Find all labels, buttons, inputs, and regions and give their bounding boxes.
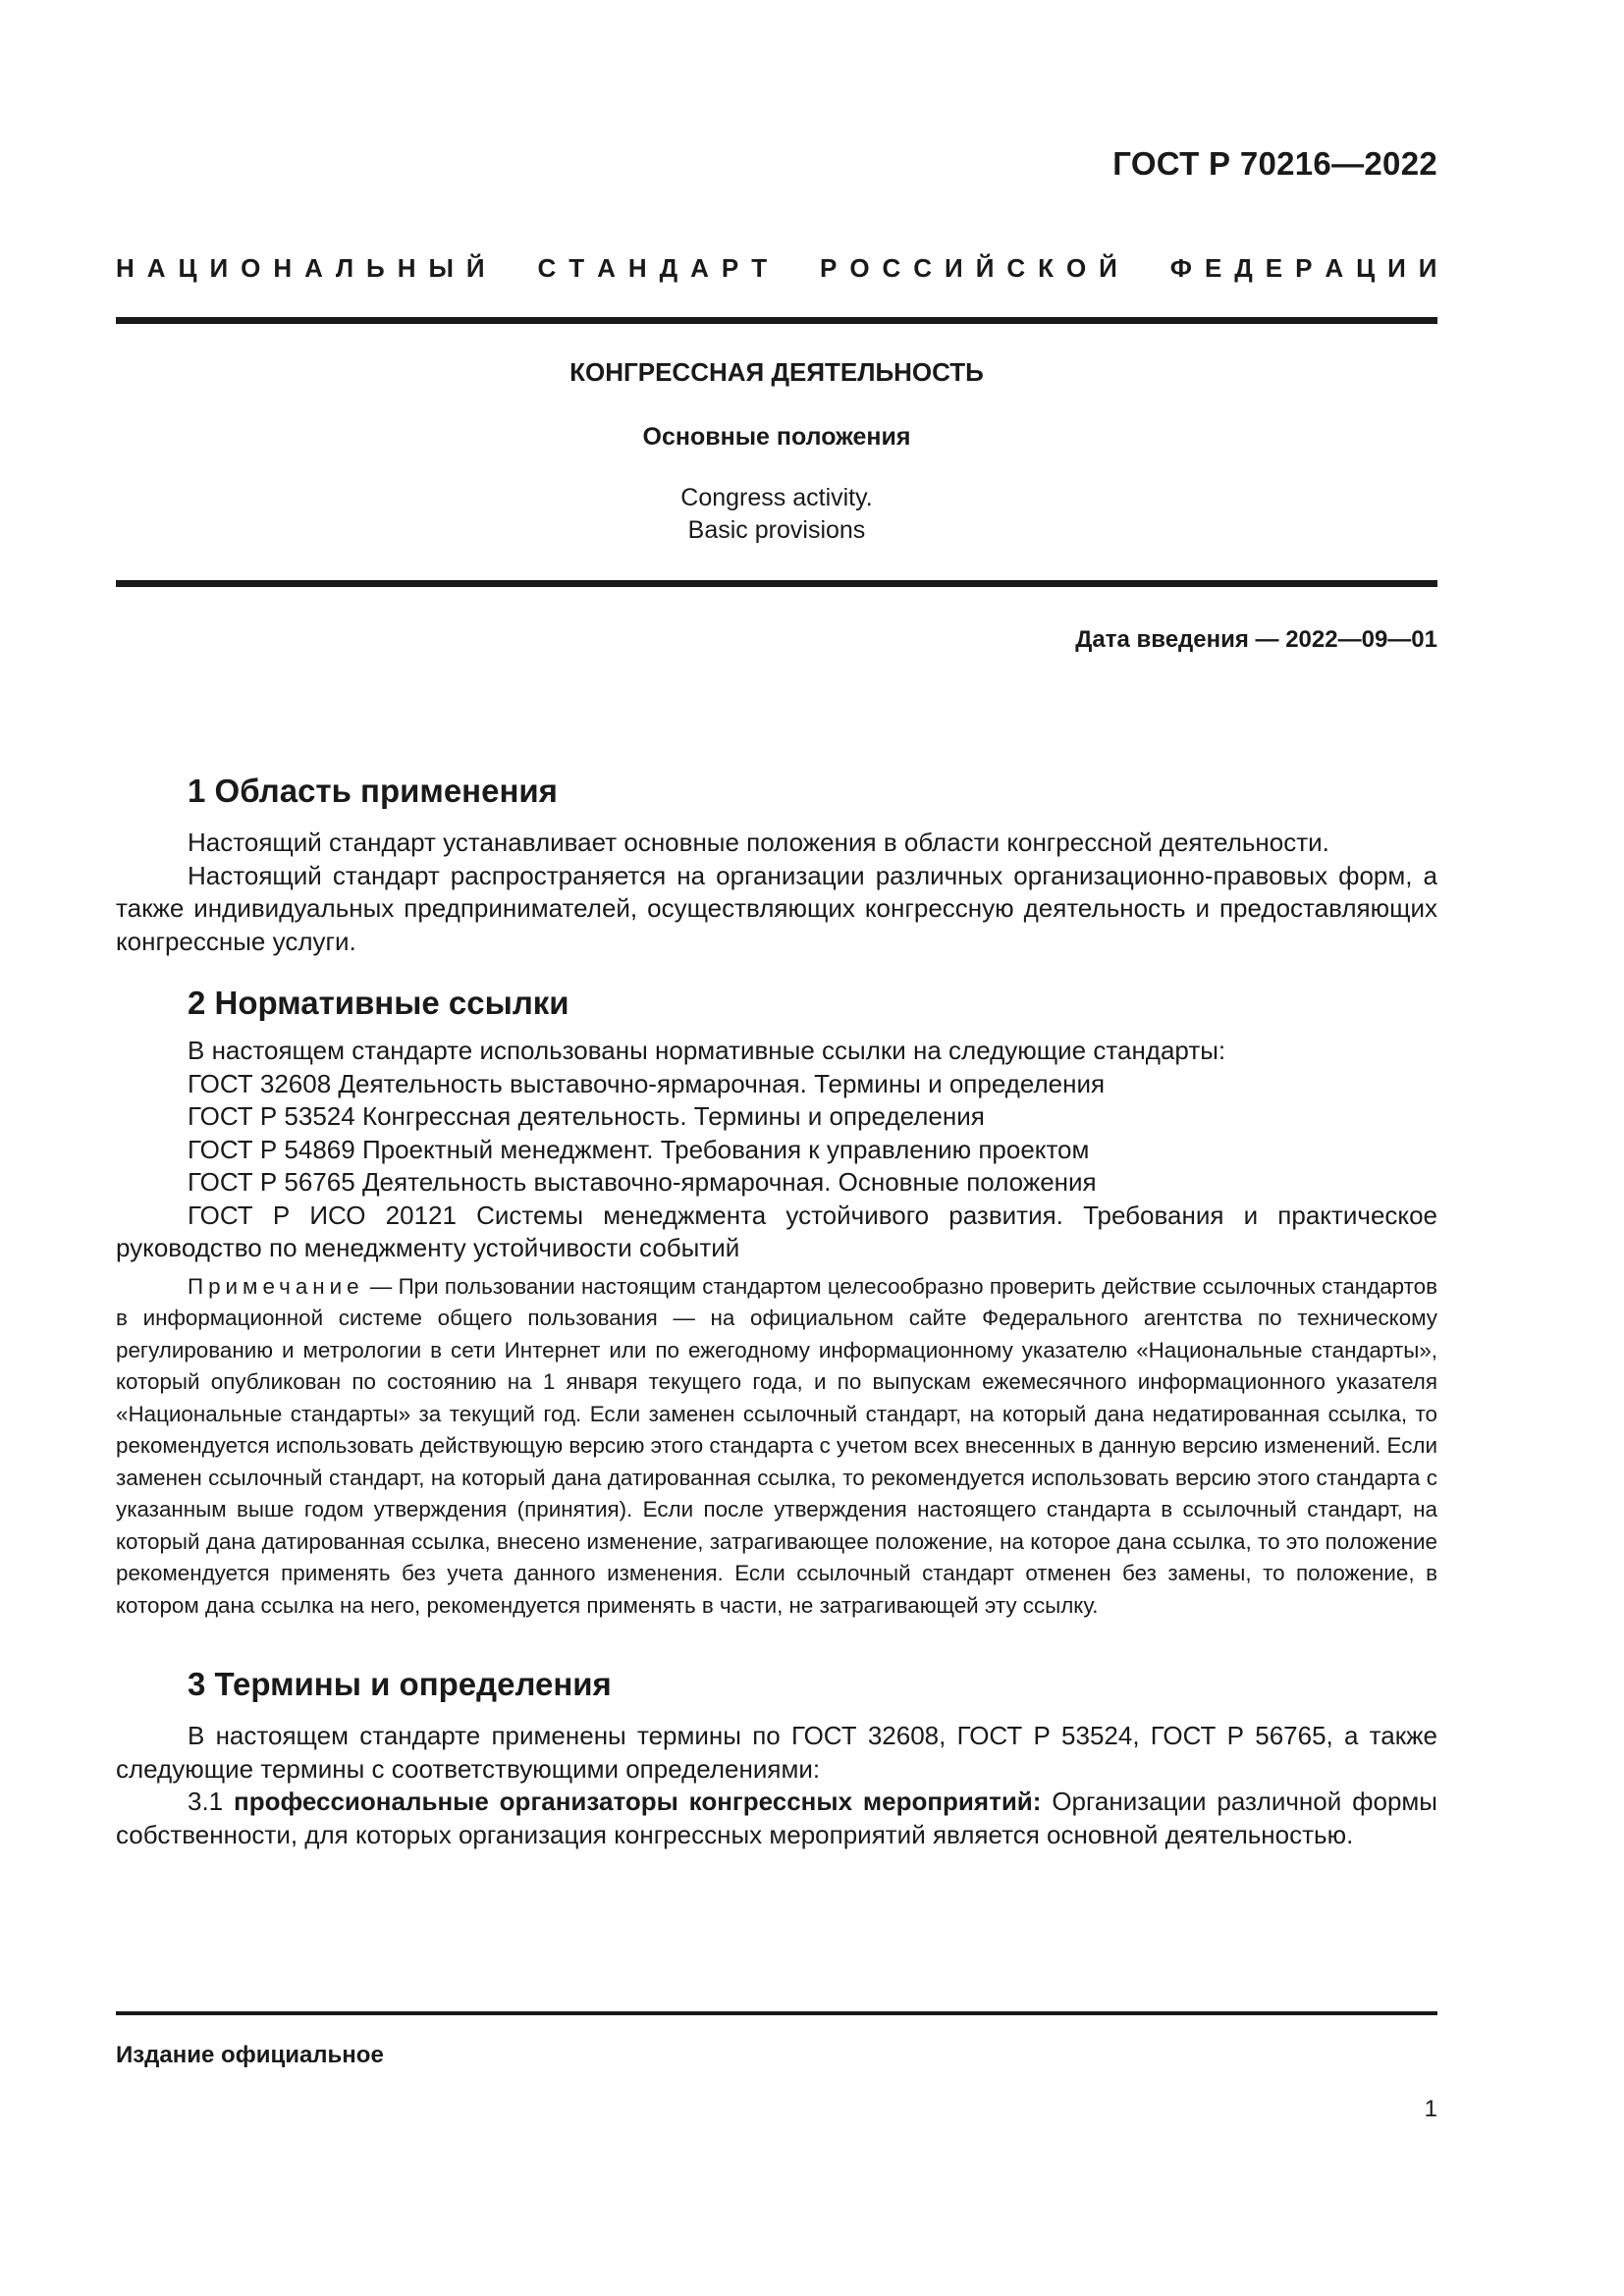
section-1-paragraph: Настоящий стандарт устанавливает основные положения в области конгрессной деятельности.	[188, 828, 1329, 857]
section-3-heading: 3 Термины и определения	[188, 1666, 612, 1702]
banner-letter: С	[537, 253, 557, 283]
banner-letter: Н	[397, 253, 416, 283]
section-3-intro: В настоящем стандарте применены термины по ГОСТ 32608, ГОСТ Р 53524, ГОСТ Р 56765, а также следующие термины с соответствующими определениями:	[116, 1721, 1437, 1784]
reference-note	[116, 1271, 1437, 1623]
page-number: 1	[1424, 2096, 1437, 2122]
reference-item: ГОСТ Р 56765 Деятельность выставочно-ярмарочная. Основные положения	[188, 1167, 1097, 1197]
banner-letter: И	[209, 253, 229, 283]
banner-letter: А	[1325, 253, 1344, 283]
banner-letter: Р	[721, 253, 739, 283]
banner-letter: И	[945, 253, 963, 283]
banner-word-gap	[498, 253, 525, 284]
banner-letter: И	[1387, 253, 1406, 283]
banner-letter: О	[849, 253, 870, 283]
banner-letter: С	[882, 253, 901, 283]
reference-item: ГОСТ Р 54869 Проектный менеджмент. Требования к управлению проектом	[188, 1134, 1090, 1164]
note-label: Примечание	[188, 1273, 364, 1299]
banner-letter: Ц	[178, 253, 197, 283]
document-subtitle: Основные положения	[642, 423, 911, 451]
banner-letter: А	[304, 253, 323, 283]
banner-letter: С	[913, 253, 933, 283]
banner-word-gap	[780, 253, 807, 284]
document-id: ГОСТ Р 70216—2022	[1112, 145, 1437, 182]
document-title: КОНГРЕССНАЯ ДЕЯТЕЛЬНОСТЬ	[569, 357, 984, 387]
banner-letter: Й	[465, 253, 485, 283]
banner-letter: А	[146, 253, 166, 283]
banner-letter: Т	[751, 253, 768, 283]
banner-letter: Д	[659, 253, 678, 283]
banner-letter: О	[241, 253, 261, 283]
banner-letter: Ь	[366, 253, 385, 283]
banner-letter: Й	[1099, 253, 1117, 283]
banner-letter: А	[597, 253, 616, 283]
banner-letter: Ц	[1356, 253, 1376, 283]
edition-label: Издание официальное	[116, 2042, 384, 2068]
national-standard-banner	[116, 253, 1437, 284]
banner-letter: Е	[1204, 253, 1222, 283]
document-page	[116, 0, 1437, 2296]
note-text: — При пользовании настоящим стандартом целесообразно проверить действие ссылочных стандартов в информационной системе общего пользования — на официальном сайте Федерального агентства по техническому регулированию и метрологии в сети Интернет или по ежегодному информационному указателю «Национальные стандарты», который опубликован по состоянию на 1 января текущего года, и по выпускам ежемесячного информационного указателя «Национальные стандарты» за текущий год. Если заменен ссылочный стандарт, на который дана недатированная ссылка, то рекомендуется использовать действующую версию этого стандарта с учетом всех внесенных в данную версию изменений. Если заменен ссылочный стандарт, на который дана датированная ссылка, то рекомендуется использовать версию этого стандарта с указанным выше годом утверждения (принятия). Если после утверждения настоящего стандарта в ссылочный стандарт, на который дана датированная ссылка, внесено изменение, затрагивающее положение, на которое дана ссылка, то это положение рекомендуется применять без учета данного изменения. Если ссылочный стандарт отменен без замены, то положение, в котором дана ссылка на него, рекомендуется применять в части, не затрагивающей эту ссылку.	[116, 1273, 1437, 1618]
english-title-line1: Congress activity.	[680, 484, 873, 511]
banner-letter: Д	[1234, 253, 1253, 283]
section-1-heading: 1 Область применения	[188, 773, 558, 809]
banner-letter: А	[690, 253, 709, 283]
banner-letter: Е	[1265, 253, 1283, 283]
effective-date: Дата введения — 2022—09—01	[1075, 626, 1437, 653]
term-number: 3.1	[188, 1787, 224, 1816]
term-definition	[116, 1786, 1437, 1851]
banner-letter: С	[1006, 253, 1026, 283]
banner-letter: Р	[820, 253, 838, 283]
term-name: профессиональные организаторы конгрессных мероприятий:	[234, 1787, 1042, 1816]
section-2-intro: В настоящем стандарте использованы нормативные ссылки на следующие стандарты:	[188, 1036, 1226, 1065]
banner-letter: И	[1418, 253, 1437, 283]
section-2-heading: 2 Нормативные ссылки	[188, 985, 569, 1021]
section-1-paragraph: Настоящий стандарт распространяется на организации различных организационно-правовых форм, а также индивидуальных предпринимателей, осуществляющих конгрессную деятельность и предоставляющих конгрессные услуги.	[116, 860, 1437, 956]
english-title	[116, 482, 1437, 547]
footer-divider	[116, 2011, 1437, 2015]
top-divider	[116, 317, 1437, 324]
banner-letter: Т	[568, 253, 585, 283]
banner-word-gap	[1130, 253, 1158, 284]
banner-letter: О	[1065, 253, 1087, 283]
banner-letter: Л	[335, 253, 354, 283]
banner-letter: К	[1038, 253, 1054, 283]
english-title-line2: Basic provisions	[687, 516, 866, 544]
banner-letter: Р	[1295, 253, 1313, 283]
banner-letter: Ы	[428, 253, 454, 283]
term-text: Организации различной формы собственности, для которых организация конгрессных мероприятий является основной деятельностью.	[116, 1787, 1437, 1849]
banner-letter: Й	[975, 253, 995, 283]
banner-letter: Н	[273, 253, 293, 283]
banner-letter: Ф	[1169, 253, 1192, 283]
reference-item: ГОСТ 32608 Деятельность выставочно-ярмарочная. Термины и определения	[188, 1068, 1106, 1098]
title-divider	[116, 580, 1437, 587]
document-body	[116, 770, 1437, 1851]
reference-item: ГОСТ Р ИСО 20121 Системы менеджмента устойчивого развития. Требования и практическое руководство по менеджменту устойчивости событий	[116, 1200, 1437, 1262]
banner-letter: Н	[627, 253, 647, 283]
banner-letter: Н	[116, 253, 135, 283]
reference-item: ГОСТ Р 53524 Конгрессная деятельность. Термины и определения	[188, 1101, 985, 1131]
